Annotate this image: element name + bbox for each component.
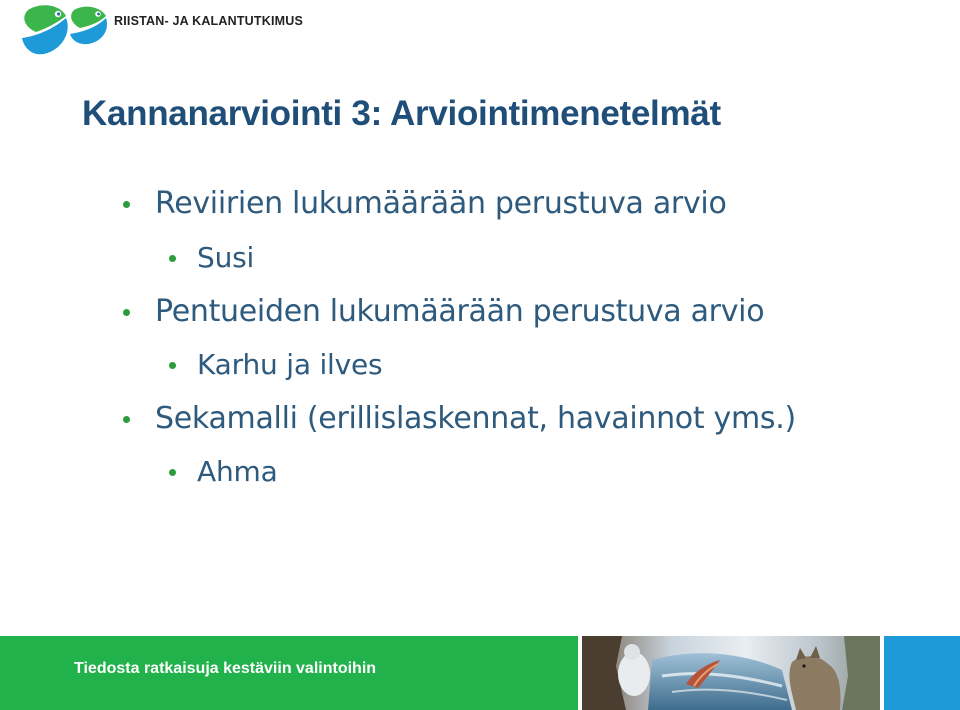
slide-title: Kannanarviointi 3: Arviointimenetelmät bbox=[82, 94, 721, 133]
bullet-icon bbox=[169, 469, 176, 476]
bullet-item bbox=[155, 294, 764, 329]
footer-slogan: Tiedosta ratkaisuja kestäviin valintoihin bbox=[74, 660, 377, 677]
sub-bullet-item bbox=[197, 455, 278, 488]
bullet-icon bbox=[169, 362, 176, 369]
bullet-icon bbox=[123, 309, 130, 316]
sub-bullet-item bbox=[197, 348, 382, 381]
bullet-icon bbox=[169, 255, 176, 262]
organization-name: RIISTAN- JA KALANTUTKIMUS bbox=[114, 14, 304, 28]
bullet-text: Sekamalli (erillislaskennat, havainnot yms.) bbox=[155, 401, 796, 436]
bullet-text: Karhu ja ilves bbox=[197, 348, 383, 381]
bullet-item bbox=[155, 401, 796, 436]
bullet-icon bbox=[123, 416, 130, 423]
sub-bullet-item bbox=[197, 241, 254, 274]
bullet-item bbox=[155, 186, 727, 221]
bullet-text: Pentueiden lukumäärään perustuva arvio bbox=[155, 294, 765, 329]
wildlife-photo-strip bbox=[582, 636, 880, 710]
bullet-text: Susi bbox=[197, 241, 255, 274]
footer-blue-panel bbox=[884, 636, 960, 710]
bullet-text: Reviirien lukumäärään perustuva arvio bbox=[155, 186, 727, 221]
bullet-icon bbox=[123, 201, 130, 208]
bullet-text: Ahma bbox=[197, 455, 278, 488]
footer-green-panel bbox=[0, 636, 578, 710]
footer-bar bbox=[0, 636, 960, 710]
